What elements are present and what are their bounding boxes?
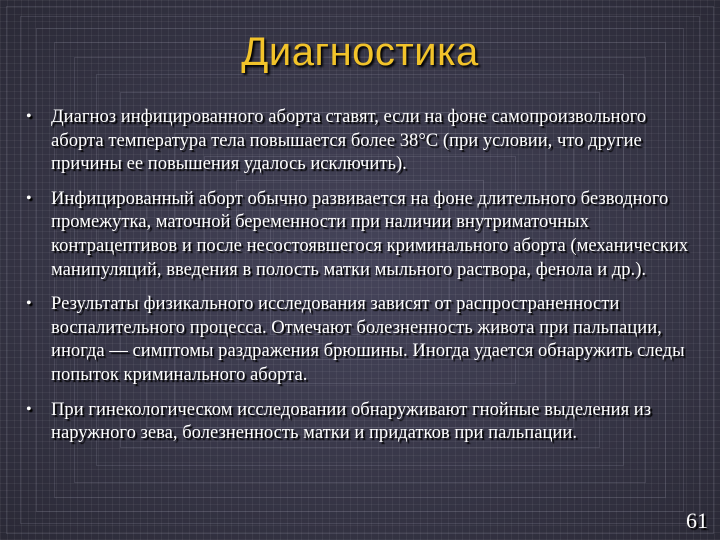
bullet-icon: • xyxy=(26,400,32,418)
bullet-item xyxy=(24,187,690,281)
bullet-icon: • xyxy=(26,295,32,313)
slide-title: Диагностика xyxy=(241,30,479,74)
bullet-icon: • xyxy=(26,189,32,207)
page-number: 61 xyxy=(686,508,708,533)
bullet-text: Диагноз инфицированного аборта ставят, если на фоне самопроизвольного аборта температура тела повышается более 38°С (при условии, что другие причины ее повышения удалось исключить). xyxy=(51,106,647,175)
bullet-item xyxy=(24,398,690,445)
bullet-text: Инфицированный аборт обычно развивается на фоне длительного безводного промежутка, маточной беременности при наличии внутриматочных контрацептивов и после несостоявшегося криминального аборта (механических манипуляций, введения в полость матки мыльного раствора, фенола и др.). xyxy=(51,187,689,280)
bullet-text: Результаты физикального исследования зависят от распространенности воспалительного процесса. Отмечают болезненность живота при пальпации, иногда — симптомы раздражения брюшины. Иногда удается обнаружить следы попыток криминального аборта. xyxy=(51,293,685,385)
bullet-item xyxy=(24,105,690,176)
bullet-list xyxy=(24,105,690,456)
bullet-text: При гинекологическом исследовании обнаруживают гнойные выделения из наружного зева, болезненность матки и придатков при пальпации. xyxy=(51,398,652,444)
bullet-icon: • xyxy=(26,108,32,125)
bullet-item xyxy=(24,292,690,386)
